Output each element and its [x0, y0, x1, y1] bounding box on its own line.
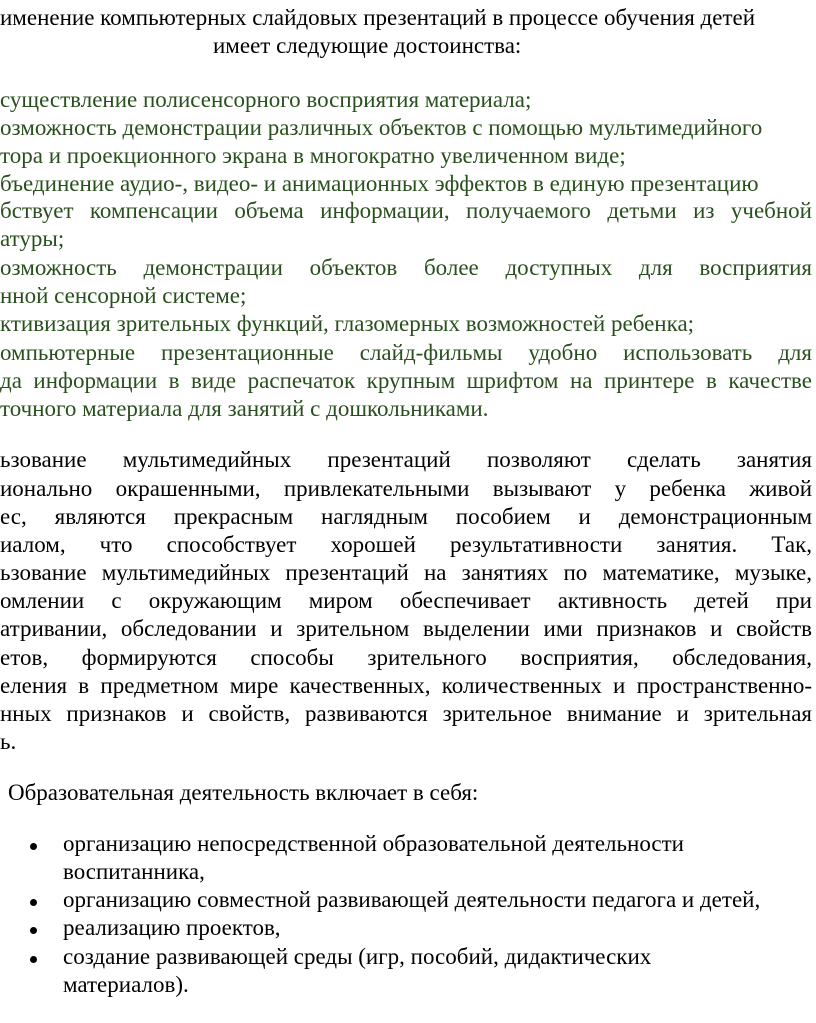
- list-item: организацию совместной развивающей деятельности педагога и детей,: [63, 887, 761, 912]
- heading-line-1: именение компьютерных слайдовых презентаций в процессе обучения детей: [0, 5, 756, 30]
- list-item: создание развивающей среды (игр, пособий, дидактических: [63, 944, 652, 969]
- paragraph-line: ьзование мультимедийных презентаций на занятиях по математике, музыке,: [0, 560, 812, 585]
- list-item-continuation: воспитанника,: [63, 859, 205, 884]
- paragraph-line: атривании, обследовании и зрительном выделении ими признаков и свойств: [0, 616, 812, 641]
- paragraph-line: ь.: [0, 729, 17, 754]
- heading-line-2: имеет следующие достоинства:: [213, 33, 522, 58]
- activity-intro: Образовательная деятельность включает в себя:: [8, 780, 479, 805]
- advantage-line: озможность демонстрации различных объектов с помощью мультимедийного: [0, 115, 763, 140]
- advantage-line: тора и проекционного экрана в многократно увеличенном виде;: [0, 143, 626, 168]
- paragraph-line: ьзование мультимедийных презентаций позволяют сделать занятия: [0, 447, 812, 472]
- advantage-line: ктивизация зрительных функций, глазомерных возможностей ребенка;: [0, 311, 695, 336]
- paragraph-line: омлении с окружающим миром обеспечивает активность детей при: [0, 588, 812, 613]
- list-item: реализацию проектов,: [63, 915, 281, 940]
- bullet-icon: [30, 956, 37, 963]
- advantage-line: озможность демонстрации объектов более доступных для восприятия: [0, 255, 812, 280]
- paragraph-line: ионально окрашенными, привлекательными вызывают у ребенка живой: [0, 476, 812, 501]
- paragraph-line: етов, формируются способы зрительного восприятия, обследования,: [0, 645, 812, 670]
- list-item-continuation: материалов).: [63, 972, 189, 997]
- advantage-line: бъединение аудио-, видео- и анимационных эффектов в единую презентацию: [0, 171, 759, 196]
- advantage-line: бствует компенсации объема информации, получаемого детьми из учебной: [0, 198, 812, 223]
- advantage-line: омпьютерные презентационные слайд-фильмы удобно использовать для: [0, 340, 812, 365]
- bullet-icon: [30, 927, 37, 934]
- paragraph-line: иалом, что способствует хорошей результативности занятия. Так,: [0, 532, 812, 557]
- list-item: организацию непосредственной образовательной деятельности: [63, 831, 684, 856]
- advantage-line: нной сенсорной системе;: [0, 283, 247, 308]
- bullet-icon: [30, 899, 37, 906]
- advantage-line: точного материала для занятий с дошкольниками.: [0, 396, 489, 421]
- advantage-line: атуры;: [0, 226, 65, 251]
- advantage-line: существление полисенсорного восприятия материала;: [0, 87, 532, 112]
- paragraph-line: еления в предметном мире качественных, количественных и пространственно-: [0, 673, 812, 698]
- paragraph-line: ес, являются прекрасным наглядным пособием и демонстрационным: [0, 504, 812, 529]
- bullet-icon: [30, 843, 37, 850]
- advantage-line: да информации в виде распечаток крупным шрифтом на принтере в качестве: [0, 368, 812, 393]
- paragraph-line: нных признаков и свойств, развиваются зрительное внимание и зрительная: [0, 701, 812, 726]
